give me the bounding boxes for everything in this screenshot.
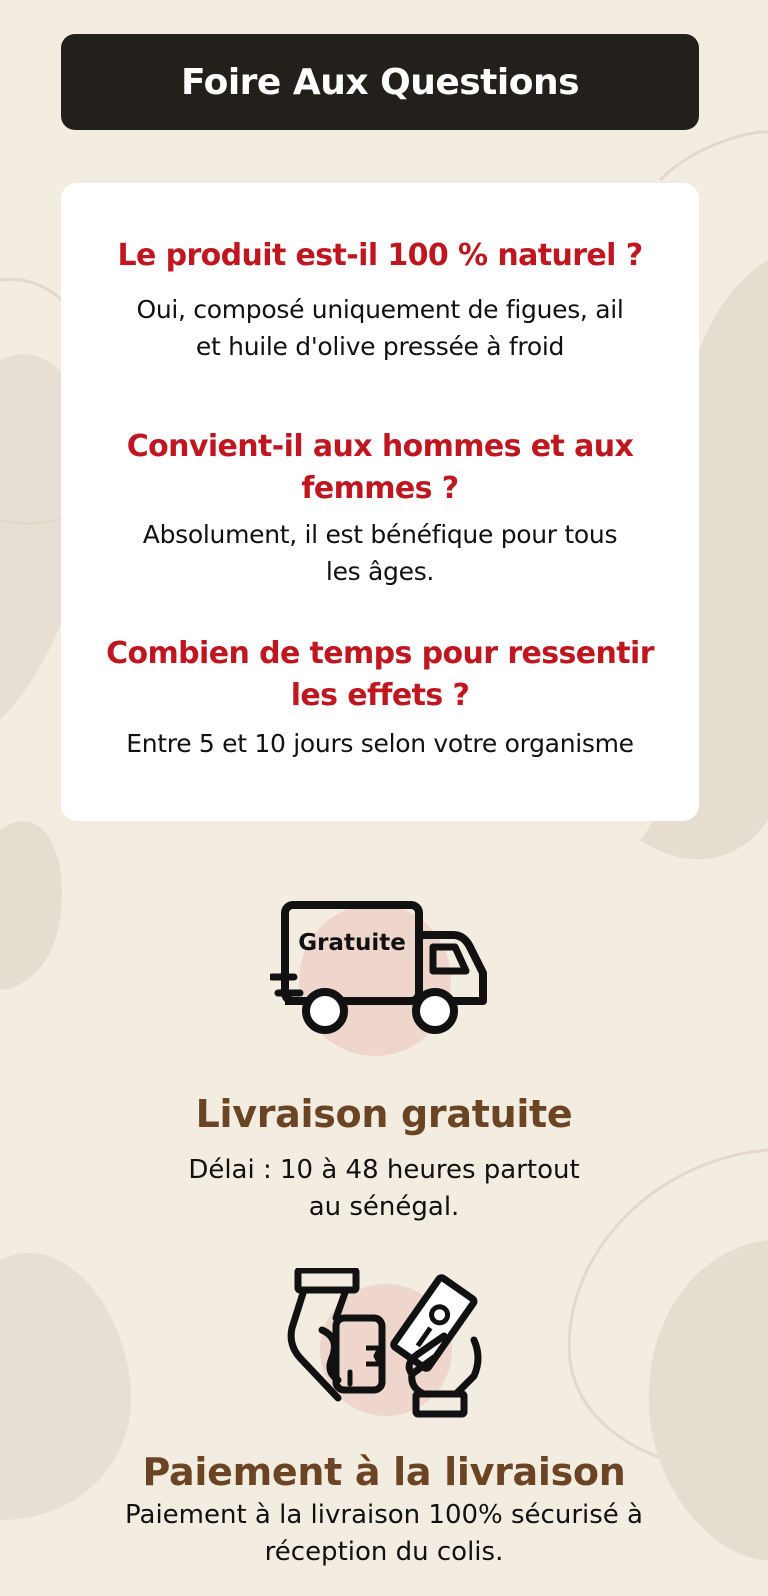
faq-item <box>81 426 679 590</box>
faq-answer: Oui, composé uniquement de figues, ail et huile d'olive pressée à froid <box>136 295 624 361</box>
faq-answer: Entre 5 et 10 jours selon votre organisme <box>126 729 634 758</box>
payment-title: Paiement à la livraison <box>142 1450 626 1494</box>
truck-label: Gratuite <box>298 930 406 956</box>
delivery-text: Délai : 10 à 48 heures partout au sénégal. <box>188 1155 580 1222</box>
faq-question: Le produit est-il 100 % naturel ? <box>117 238 643 273</box>
faq-question: Convient-il aux hommes et aux femmes ? <box>126 429 634 506</box>
faq-header <box>61 34 699 130</box>
payment-text: Paiement à la livraison 100% sécurisé à réception du colis. <box>125 1500 643 1567</box>
cash-on-delivery-icon <box>284 1268 484 1440</box>
faq-answer: Absolument, il est bénéfique pour tous les âges. <box>142 520 618 586</box>
faq-question: Combien de temps pour ressentir les effets ? <box>106 636 654 713</box>
faq-title: Foire Aux Questions <box>180 61 580 103</box>
faq-item <box>81 235 679 365</box>
delivery-title: Livraison gratuite <box>195 1092 573 1136</box>
faq-card <box>61 183 699 821</box>
faq-item <box>81 633 679 762</box>
delivery-truck-icon <box>270 895 500 1065</box>
